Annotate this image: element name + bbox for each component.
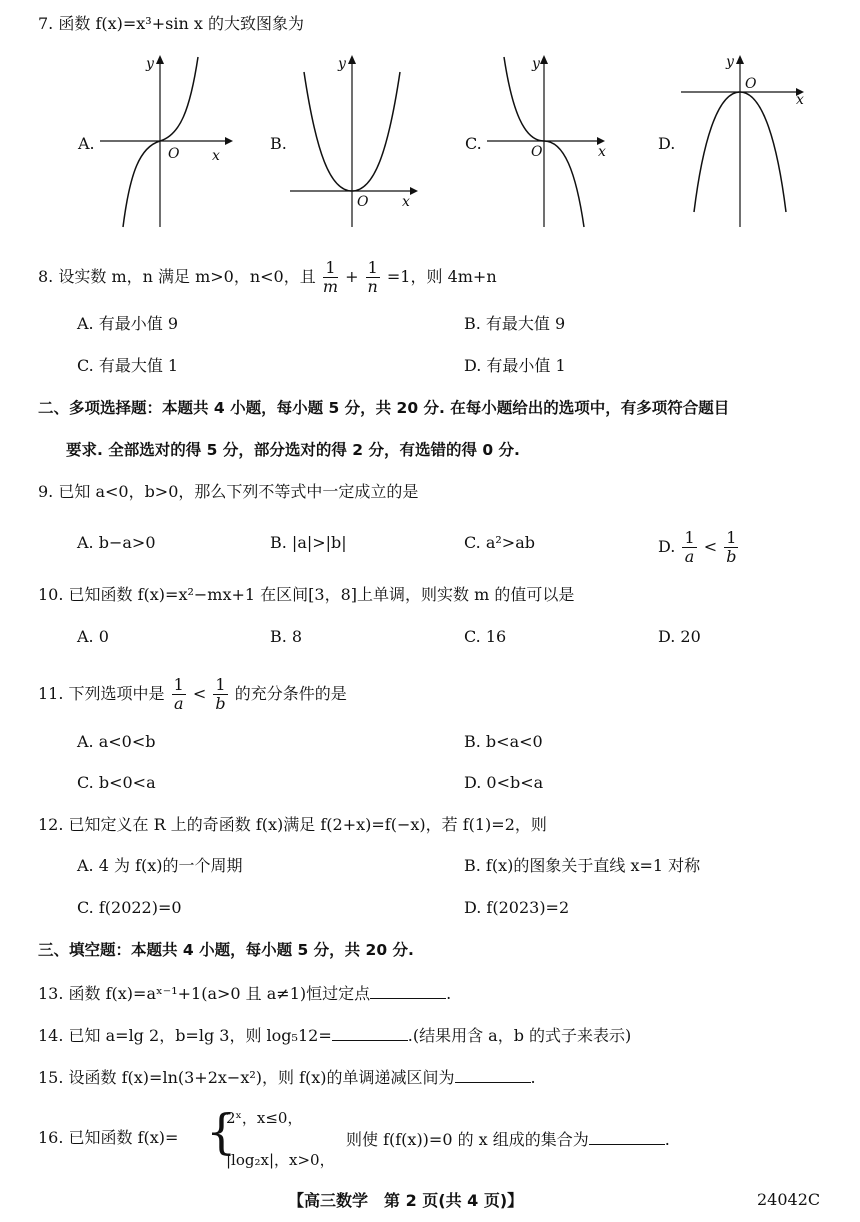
q8-option-d: D. 有最小值 1 [464, 356, 566, 375]
graph-b-x: x [402, 194, 410, 210]
q11-option-b: B. b<a<0 [464, 732, 543, 751]
q16-answer-blank[interactable] [589, 1128, 665, 1145]
graph-d-x: x [796, 92, 804, 108]
q8-option-b: B. 有最大值 9 [464, 314, 566, 333]
q15-stem: 15. 设函数 f(x)=ln(3+2x−x²)，则 f(x)的单调递减区间为 . [38, 1068, 536, 1087]
q7-graph-a [95, 52, 235, 232]
q14-stem: 14. 已知 a=lg 2，b=lg 3，则 log₅12= .(结果用含 a，b 的式子来表示) [38, 1026, 632, 1045]
q15-answer-blank[interactable] [455, 1066, 531, 1083]
q7-label-d: D. [658, 134, 676, 153]
graph-d-y: y [726, 54, 734, 70]
section3-heading: 三、填空题：本题共 4 小题，每小题 5 分，共 20 分. [38, 941, 414, 959]
q16-piecewise-brace: { [206, 1104, 237, 1160]
q14-answer-blank[interactable] [332, 1024, 408, 1041]
q8-stem: 8. 设实数 m，n 满足 m>0，n<0，且 $\frac{1}{m}$ + $\frac{1}{n}$ =1，则 4m+n [38, 258, 497, 296]
q12-option-c: C. f(2022)=0 [77, 898, 182, 917]
q8-option-a: A. 有最小值 9 [77, 314, 178, 333]
q11-option-c: C. b<0<a [77, 773, 156, 792]
q9-option-d: D. $\frac{1}{a}$ < $\frac{1}{b}$ [658, 528, 737, 566]
q10-option-a: A. 0 [77, 627, 109, 646]
q16-case-1: 2ˣ，x≤0， [226, 1109, 303, 1127]
graph-b-y: y [338, 56, 346, 72]
graph-b-origin: O [357, 194, 369, 210]
q10-stem: 10. 已知函数 f(x)=x²−mx+1 在区间[3，8]上单调，则实数 m 的值可以是 [38, 585, 575, 604]
q7-label-c: C. [465, 134, 482, 153]
q12-option-d: D. f(2023)=2 [464, 898, 570, 917]
q13-stem: 13. 函数 f(x)=aˣ⁻¹+1(a>0 且 a≠1)恒过定点 . [38, 984, 452, 1003]
q10-option-d: D. 20 [658, 627, 701, 646]
q9-stem: 9. 已知 a<0，b>0，那么下列不等式中一定成立的是 [38, 482, 419, 501]
q12-stem: 12. 已知定义在 R 上的奇函数 f(x)满足 f(2+x)=f(−x)，若 f(1)=2，则 [38, 815, 547, 834]
q9-option-c: C. a²>ab [464, 533, 535, 552]
q11-option-d: D. 0<b<a [464, 773, 544, 792]
q7-graph-c [482, 52, 622, 232]
q11-stem: 11. 下列选项中是 $\frac{1}{a}$ < $\frac{1}{b}$ 的充分条件的是 [38, 675, 347, 713]
q12-option-b: B. f(x)的图象关于直线 x=1 对称 [464, 856, 701, 875]
q7-label-b: B. [270, 134, 287, 153]
graph-a-x: x [212, 148, 220, 164]
q7-stem: 7. 函数 f(x)=x³+sin x 的大致图象为 [38, 14, 304, 33]
page-footer: 【高三数学 第 2 页(共 4 页)】 [288, 1191, 524, 1210]
q16-stem-pre: 16. 已知函数 f(x)= [38, 1128, 179, 1147]
exam-code: 24042C [757, 1190, 821, 1209]
section2-heading-cont: 要求. 全部选对的得 5 分，部分选对的得 2 分，有选错的得 0 分. [66, 441, 520, 459]
graph-d-origin: O [745, 76, 757, 92]
q10-option-c: C. 16 [464, 627, 507, 646]
q11-option-a: A. a<0<b [77, 732, 156, 751]
q16-stem-post: 则使 f(f(x))=0 的 x 组成的集合为 . [346, 1130, 670, 1149]
q16-case-2: |log₂x|，x>0， [226, 1151, 335, 1169]
q7-label-a: A. [78, 134, 95, 153]
graph-a-origin: O [168, 146, 180, 162]
q8-frac-1-over-m: $\frac{1}{m}$ [322, 258, 339, 296]
q9-option-b: B. |a|>|b| [270, 533, 347, 552]
q13-answer-blank[interactable] [370, 982, 446, 999]
graph-a-y: y [146, 56, 154, 72]
graph-c-origin: O [531, 144, 543, 160]
graph-c-y: y [532, 56, 540, 72]
q9-option-a: A. b−a>0 [77, 533, 156, 552]
section2-heading: 二、多项选择题：本题共 4 小题，每小题 5 分，共 20 分. 在每小题给出的选项中，有多项符合题目 [38, 399, 730, 417]
q8-option-c: C. 有最大值 1 [77, 356, 179, 375]
q12-option-a: A. 4 为 f(x)的一个周期 [77, 856, 243, 875]
graph-c-x: x [598, 144, 606, 160]
q8-frac-1-over-n: $\frac{1}{n}$ [367, 258, 378, 296]
q10-option-b: B. 8 [270, 627, 303, 646]
